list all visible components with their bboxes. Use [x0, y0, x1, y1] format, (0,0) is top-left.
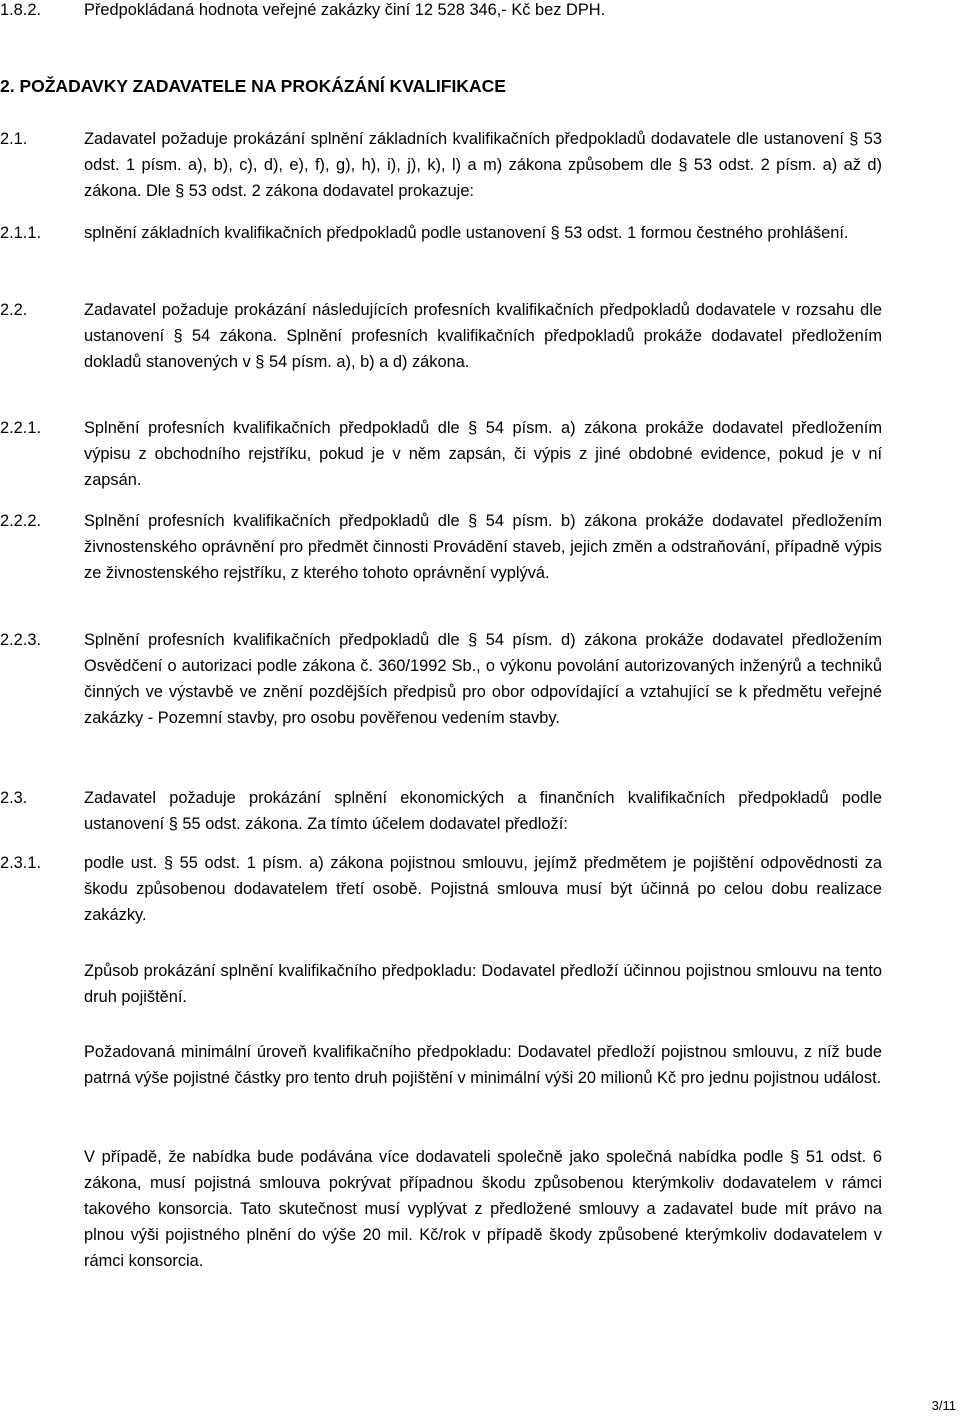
section-number-2-3-1: 2.3.1. [0, 854, 42, 872]
section-number-2-1: 2.1. [0, 130, 28, 148]
section-number-1-8-2: 1.8.2. [0, 1, 42, 19]
paragraph-2-1-1: splnění základních kvalifikačních předpokladů podle ustanovení § 53 odst. 1 formou čestného prohlášení. [84, 224, 849, 242]
section-number-2-2-1: 2.2.1. [0, 419, 42, 437]
paragraph-2-2: Zadavatel požaduje prokázání následujících profesních kvalifikačních předpokladů dodavatele v rozsahu dle ustanovení § 54 zákona. Splnění profesních kvalifikačních předpokladů prokáže dodavatel předložením dokladů stanovených v § 54 písm. a), b) a d) zákona. [84, 301, 882, 371]
paragraph-2-1: Zadavatel požaduje prokázání splnění základních kvalifikačních předpokladů dodavatele dle ustanovení § 53 odst. 1 písm. a), b), c), d), e), f), g), h), i), j), k), l) a m) zákona způsobem dle § 53 odst. 2 písm. a) až d) zákona. Dle § 53 odst. 2 zákona dodavatel prokazuje: [84, 130, 882, 200]
paragraph-2-3: Zadavatel požaduje prokázání splnění ekonomických a finančních kvalifikačních předpokladů podle ustanovení § 55 odst. zákona. Za tímto účelem dodavatel předloží: [84, 789, 882, 833]
page-number: 3/11 [931, 1398, 956, 1413]
paragraph-2-2-1: Splnění profesních kvalifikačních předpokladů dle § 54 písm. a) zákona prokáže dodavatel předložením výpisu z obchodního rejstříku, pokud je v něm zapsán, či výpis z jiné obdobné evidence, pokud je v ní zapsán. [84, 419, 882, 489]
paragraph-joint-offer: V případě, že nabídka bude podávána více dodavateli společně jako společná nabídka podle § 51 odst. 6 zákona, musí pojistná smlouva pokrývat případnou škodu způsobenou kterýmkoliv dodavatelem v rámci takového konsorcia. Tato skutečnost musí vyplývat z předložené smlouvy a zadavatel bude mít právo na plnou výši pojistného plnění do výše 20 mil. Kč/rok v případě škody způsobené kterýmkoliv dodavatelem v rámci konsorcia. [84, 1148, 882, 1270]
section-number-2-2-2: 2.2.2. [0, 512, 42, 530]
section-number-2-3: 2.3. [0, 789, 28, 807]
section-number-2-2-3: 2.2.3. [0, 631, 42, 649]
paragraph-1-8-2: Předpokládaná hodnota veřejné zakázky činí 12 528 346,- Kč bez DPH. [84, 1, 606, 19]
paragraph-2-3-1: podle ust. § 55 odst. 1 písm. a) zákona pojistnou smlouvu, jejímž předmětem je pojištění odpovědnosti za škodu způsobenou dodavatelem třetí osobě. Pojistná smlouva musí být účinná po celou dobu realizace zakázky. [84, 854, 882, 924]
paragraph-minimum-level: Požadovaná minimální úroveň kvalifikačního předpokladu: Dodavatel předloží pojistnou smlouvu, z níž bude patrná výše pojistné částky pro tento druh pojištění v minimální výši 20 milionů Kč pro jednu pojistnou událost. [84, 1043, 882, 1087]
paragraph-proof-method: Způsob prokázání splnění kvalifikačního předpokladu: Dodavatel předloží účinnou pojistnou smlouvu na tento druh pojištění. [84, 962, 882, 1006]
paragraph-2-2-3: Splnění profesních kvalifikačních předpokladů dle § 54 písm. d) zákona prokáže dodavatel předložením Osvědčení o autorizaci podle zákona č. 360/1992 Sb., o výkonu povolání autorizovaných inženýrů a techniků činných ve výstavbě ve znění pozdějších předpisů pro obor odpovídající a vztahující se k předmětu veřejné zakázky - Pozemní stavby, pro osobu pověřenou vedením stavby. [84, 631, 882, 727]
section-number-2-2: 2.2. [0, 301, 28, 319]
paragraph-2-2-2: Splnění profesních kvalifikačních předpokladů dle § 54 písm. b) zákona prokáže dodavatel předložením živnostenského oprávnění pro předmět činnosti Provádění staveb, jejich změn a odstraňování, případně výpis ze živnostenského rejstříku, z kterého tohoto oprávnění vyplývá. [84, 512, 882, 582]
section-heading-2: 2. POŽADAVKY ZADAVATELE NA PROKÁZÁNÍ KVALIFIKACE [0, 76, 506, 96]
section-number-2-1-1: 2.1.1. [0, 224, 42, 242]
